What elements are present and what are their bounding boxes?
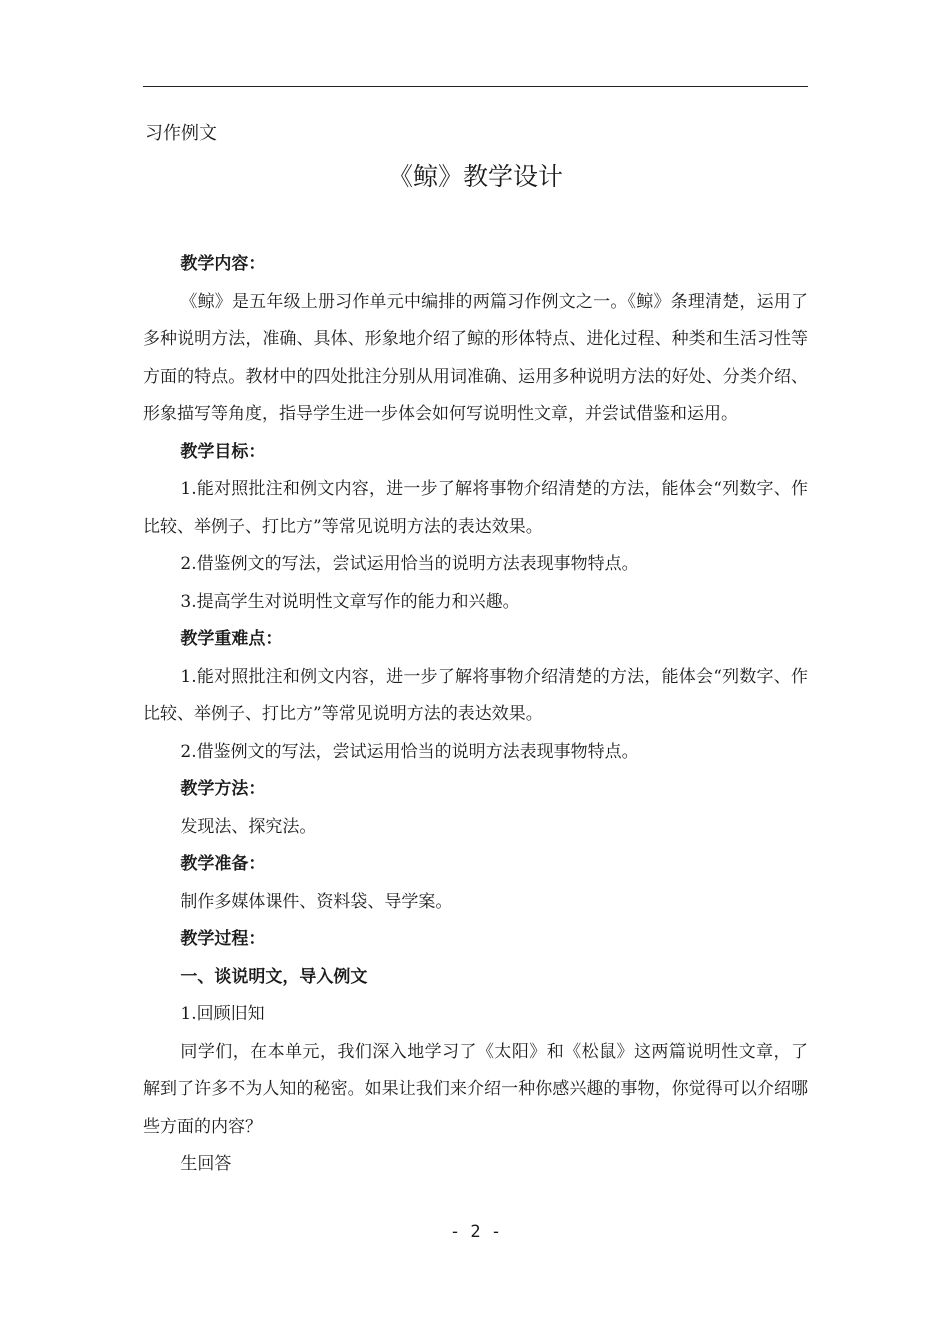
process-step1-heading: 一、谈说明文，导入例文	[180, 966, 368, 987]
goals-heading: 教学目标：	[180, 441, 266, 462]
document-body	[143, 246, 808, 1184]
process-step1-subheading: 1.回顾旧知	[180, 1004, 265, 1024]
goal-item: 2.借鉴例文的写法，尝试运用恰当的说明方法表现事物特点。	[180, 554, 639, 574]
methods-text: 发现法、探究法。	[180, 816, 317, 837]
process-heading: 教学过程：	[180, 929, 266, 949]
content-heading: 教学内容：	[180, 254, 266, 274]
document-title: 《鲸》教学设计	[387, 162, 563, 191]
preparation-heading: 教学准备：	[180, 854, 266, 874]
keypoint-item: 2.借鉴例文的写法，尝试运用恰当的说明方法表现事物特点。	[180, 741, 639, 762]
goal-item: 3.提高学生对说明性文章写作的能力和兴趣。	[180, 591, 520, 612]
content-paragraph: 《鲸》是五年级上册习作单元中编排的两篇习作例文之一。《鲸》条理清楚，运用了多种说明方法，准确、具体、形象地介绍了鲸的形体特点、进化过程、种类和生活习性等方面的特点。教材中的四处批注分别从用词准确、运用多种说明方法的好处、分类介绍、形象描写等角度，指导学生进一步体会如何写说明性文章，并尝试借鉴和运用。	[143, 291, 808, 424]
keypoints-heading: 教学重难点：	[180, 629, 283, 649]
process-step1-answer: 生回答	[180, 1154, 232, 1174]
section-label: 习作例文	[145, 123, 217, 144]
preparation-text: 制作多媒体课件、资料袋、导学案。	[180, 891, 453, 912]
page-number: - 2 -	[449, 1222, 502, 1242]
keypoint-item: 1.能对照批注和例文内容，进一步了解将事物介绍清楚的方法，能体会“列数字、作比较、举例子、打比方”等常见说明方法的表达效果。	[143, 666, 808, 724]
process-step1-paragraph: 同学们，在本单元，我们深入地学习了《太阳》和《松鼠》这两篇说明性文章，了解到了许多不为人知的秘密。如果让我们来介绍一种你感兴趣的事物，你觉得可以介绍哪些方面的内容？	[143, 1041, 808, 1137]
methods-heading: 教学方法：	[180, 779, 266, 799]
goal-item: 1.能对照批注和例文内容，进一步了解将事物介绍清楚的方法，能体会“列数字、作比较、举例子、打比方”等常见说明方法的表达效果。	[143, 479, 808, 537]
header-rule	[143, 86, 808, 87]
